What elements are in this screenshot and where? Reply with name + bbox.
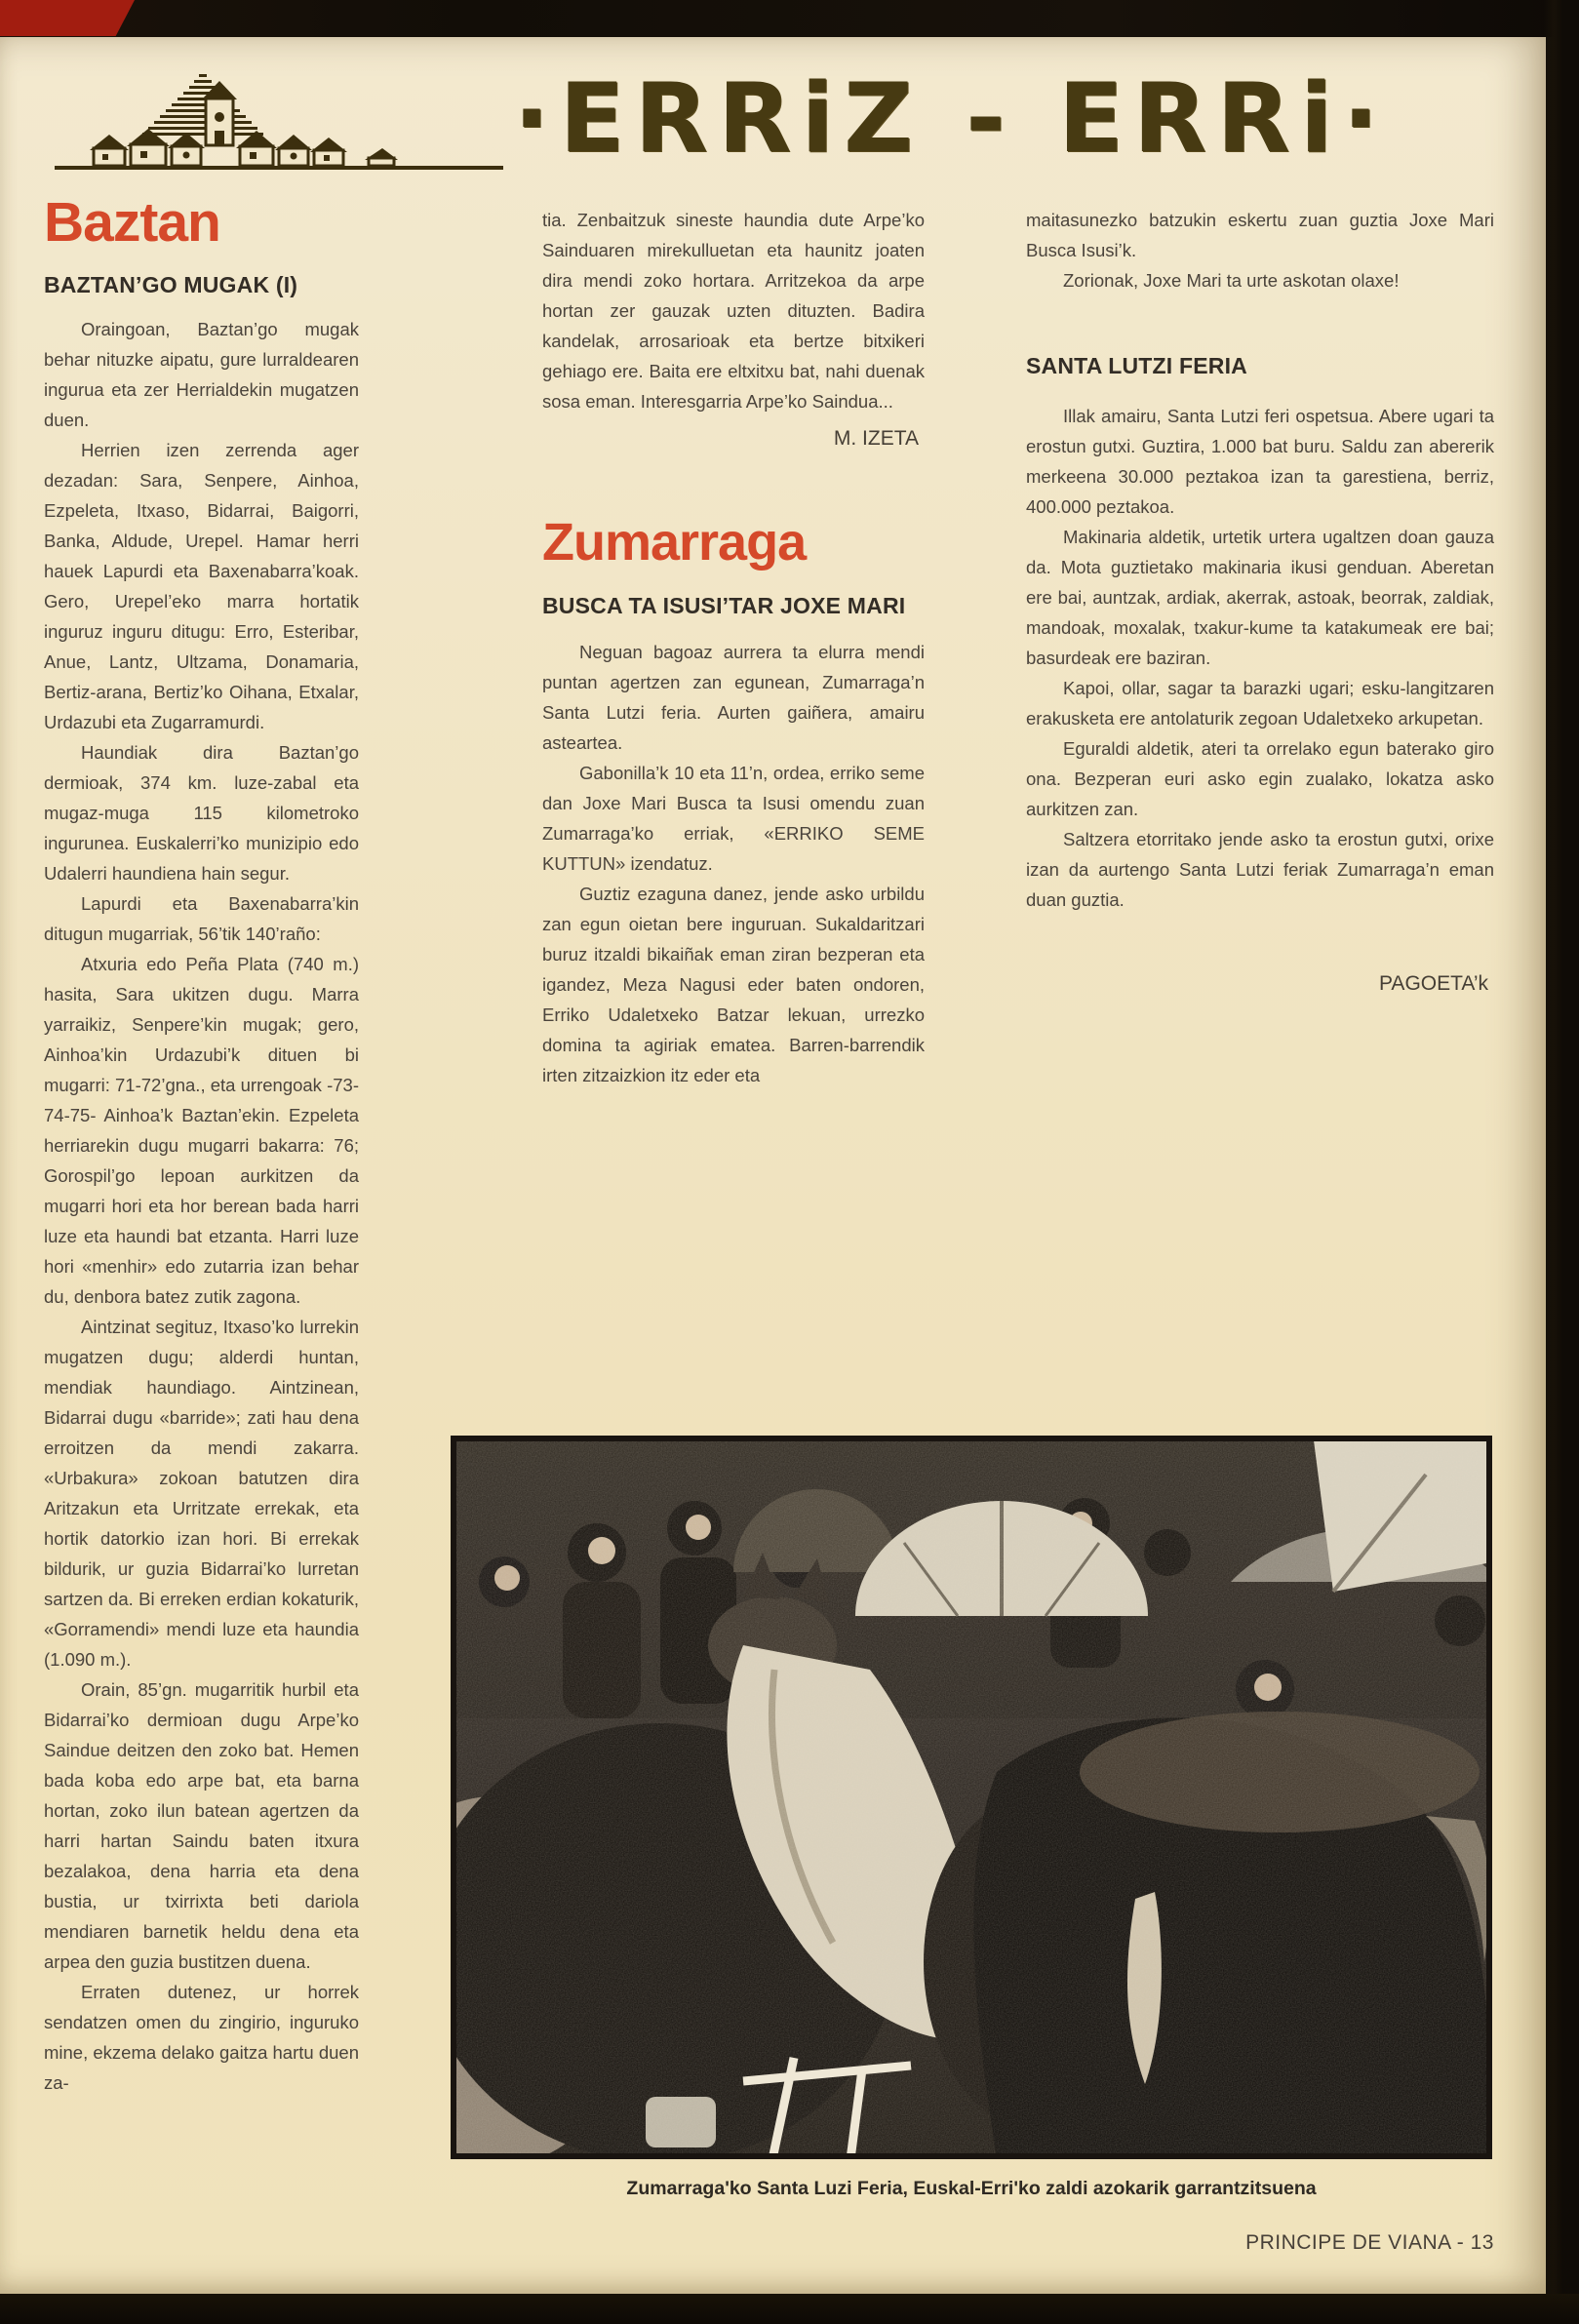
paragraph: Zorionak, Joxe Mari ta urte askotan olaxe!: [1063, 270, 1400, 291]
paragraph: tia. Zenbaitzuk sineste haundia dute Arpe’ko Sainduaren mirekulluetan eta haunitz joaten dira mendi zoko hortara. Arritzekoa da arpe hortan zer gauzak uzten dituzten. Badira kandelak, arrosarioak eta bertze bitxikeri gehiago ere. Baita ere eltxitxu bat, nahi duenak sosa eman. Interesgarria Arpe’ko Saindua...: [542, 210, 925, 412]
paragraph: Gabonilla’k 10 eta 11’n, ordea, erriko seme dan Joxe Mari Busca ta Isusi omendu zuan Zumarraga’ko erriak, «ERRIKO SEME KUTTUN» izendatuz.: [542, 763, 925, 874]
article-body-zumarraga: [542, 637, 925, 1090]
article-body-baztan: [44, 314, 359, 2098]
article-title-zumarraga: Zumarraga: [542, 513, 807, 571]
paragraph: Lapurdi eta Baxenabarra’kin ditugun mugarriak, 56’tik 140’raño:: [44, 893, 359, 944]
masthead-title: ·ERRiZ - ERRi·: [513, 63, 1389, 175]
article-body-santa-lutzi: [1026, 401, 1494, 915]
paragraph: Aintzinat segituz, Itxaso’ko lurrekin mugatzen dugu; alderdi huntan, mendiak haundiago. Aintzinean, Bidarrai dugu «barride»; zati hau dena erroitzen da mendi zakarra. «Urbakura» zokoan batutzen dira Aritzakun eta Urritzate errekak, eta hortik datorkio izan hori. Bi errekak bildurik, ur guzia Bidarrai’ko lurretan sartzen da. Bi erreken erdian kokaturik, «Gorramendi» mendi luze eta haundia (1.090 m.).: [44, 1317, 359, 1670]
byline-pagoeta: PAGOETA’k: [1378, 972, 1488, 995]
paragraph: maitasunezko batzukin eskertu zuan guztia Joxe Mari Busca Isusi’k.: [1026, 210, 1494, 260]
paragraph: Saltzera etorritako jende asko ta erostun gutxi, orixe izan da aurtengo Santa Lutzi feriak Zumarraga’n eman duan guztia.: [1026, 829, 1494, 910]
photo-caption: Zumarraga'ko Santa Luzi Feria, Euskal-Erri'ko zaldi azokarik garrantzitsuena: [626, 2178, 1317, 2199]
article-title-baztan: Baztan: [44, 191, 220, 254]
paragraph: Illak amairu, Santa Lutzi feri ospetsua. Abere ugari ta erostun gutxi. Guztira, 1.000 bat buru. Saldu zan abererik merkeena 30.000 peztakoa izan ta garestiena, berriz, 400.000 peztakoa.: [1026, 406, 1494, 517]
scan-corner-red-patch: [0, 0, 135, 36]
paragraph: Guztiz ezaguna danez, jende asko urbildu zan egun oietan bere inguruan. Sukaldaritzari buruz itzaldi bikaiñak eman ziran bezperan eta igandez, Meza Nagusi eder baten ondoren, Erriko Udaletxeko Batzar lekuan, urrezko domina ta agiriak ematea. Barren-barrendik irten zitzaizkion itz eder eta: [542, 884, 925, 1085]
fair-photo: [451, 1436, 1492, 2159]
byline-izeta: M. IZETA: [833, 427, 919, 450]
scan-border-top: [0, 0, 1579, 37]
grain-overlay: [451, 1436, 1492, 2159]
paragraph: Atxuria edo Peña Plata (740 m.) hasita, Sara ukitzen dugu. Marra yarraikiz, Senpere’kin mugak; gero, Ainhoa’kin Urdazubi’k dituen bi mugarri: 71-72’gna., eta urrengoak -73-74-75- Ainhoa’k Baztan’ekin. Ezpeleta herriarekin dugu mugarri bakarra: 76; Gorospil’go lepoan aurkitzen da mugarri hori eta hor berean bada harri luze eta haundi bat etzanta. Harri luze hori «menhir» edo zutarria izan behar du, denbora batez zutik zagona.: [44, 954, 359, 1307]
paragraph: Kapoi, ollar, sagar ta barazki ugari; esku-langitzaren erakusketa ere antolaturik zegoan Udaletxeko arkupetan.: [1026, 678, 1494, 729]
paragraph: Neguan bagoaz aurrera ta elurra mendi puntan agertzen zan egunean, Zumarraga’n Santa Lutzi feria. Aurten gaiñera, amairu asteartea.: [542, 642, 925, 753]
paragraph: Haundiak dira Baztan’go dermioak, 374 km. luze-zabal eta mugaz-muga 115 kilometroko ingurunea. Euskalerri’ko munizipio edo Udalerri haundiena hain segur.: [44, 742, 359, 884]
section-heading-baztango-mugak: BAZTAN’GO MUGAK (I): [44, 272, 298, 297]
column-right: [1026, 205, 1494, 997]
scan-border-right: [1544, 0, 1579, 2324]
paragraph: Orain, 85’gn. mugarritik hurbil eta Bidarrai’ko dermioan dugu Arpe’ko Saindue deitzen den zoko bat. Hemen bada koba edo arpe bat, eta barna hortan, zoko ilun batean agertzen da harri hartan Saindu baten itxura bezalakoa, dena harria eta dena bustia, ur txirrixta beti dariola mendiaren barnetik heldu dena eta arpea den guzia bustitzen duena.: [44, 1679, 359, 1972]
paragraph: Eguraldi aldetik, ateri ta orrelako egun baterako giro ona. Bezperan euri asko egin zualako, lokatza asko aurkitzen zan.: [1026, 738, 1494, 819]
paragraph: Herrien izen zerrenda ager dezadan: Sara, Senpere, Ainhoa, Ezpeleta, Itxaso, Bidarrai, Baigorri, Banka, Aldude, Urepel. Hamar herri hauek Lapurdi eta Baxenabarra’koak. Gero, Urepel’eko marra hortatik inguruz inguru ditugu: Erro, Esteribar, Anue, Lantz, Ultzama, Donamaria, Bertiz-arana, Bertiz’ko Oihana, Etxalar, Urdazubi eta Zugarramurdi.: [44, 440, 359, 732]
page-number: PRINCIPE DE VIANA - 13: [1245, 2231, 1494, 2254]
article-body-arpeko: [542, 205, 925, 416]
magazine-page: [0, 37, 1546, 2294]
paragraph: Makinaria aldetik, urtetik urtera ugaltzen doan gauza da. Mota guztietako makinaria ikusi genduan. Aberetan ere bai, auntzak, ardiak, akerrak, astoak, beorrak, zaldiak, mandoak, moxalak, txakur-kume ta katakumeak ere bai; basurdeak ere baziran.: [1026, 527, 1494, 668]
scan-border-bottom: [0, 2294, 1579, 2324]
section-heading-busca-isusi: BUSCA TA ISUSI’TAR JOXE MARI: [542, 593, 906, 618]
section-heading-santa-lutzi: SANTA LUTZI FERIA: [1026, 353, 1247, 378]
paragraph: Erraten dutenez, ur horrek sendatzen omen du zingirio, inguruko mine, ekzema delako gaitza hartu duen za-: [44, 1982, 359, 2093]
article-body-zumarraga-continuation: [1026, 205, 1494, 295]
paragraph: Oraingoan, Baztan’go mugak behar nituzke aipatu, gure lurraldearen ingurua eta zer Herrialdekin mugatzen duen.: [44, 319, 359, 430]
column-baztan: [44, 193, 359, 2098]
column-middle: [542, 205, 925, 1090]
